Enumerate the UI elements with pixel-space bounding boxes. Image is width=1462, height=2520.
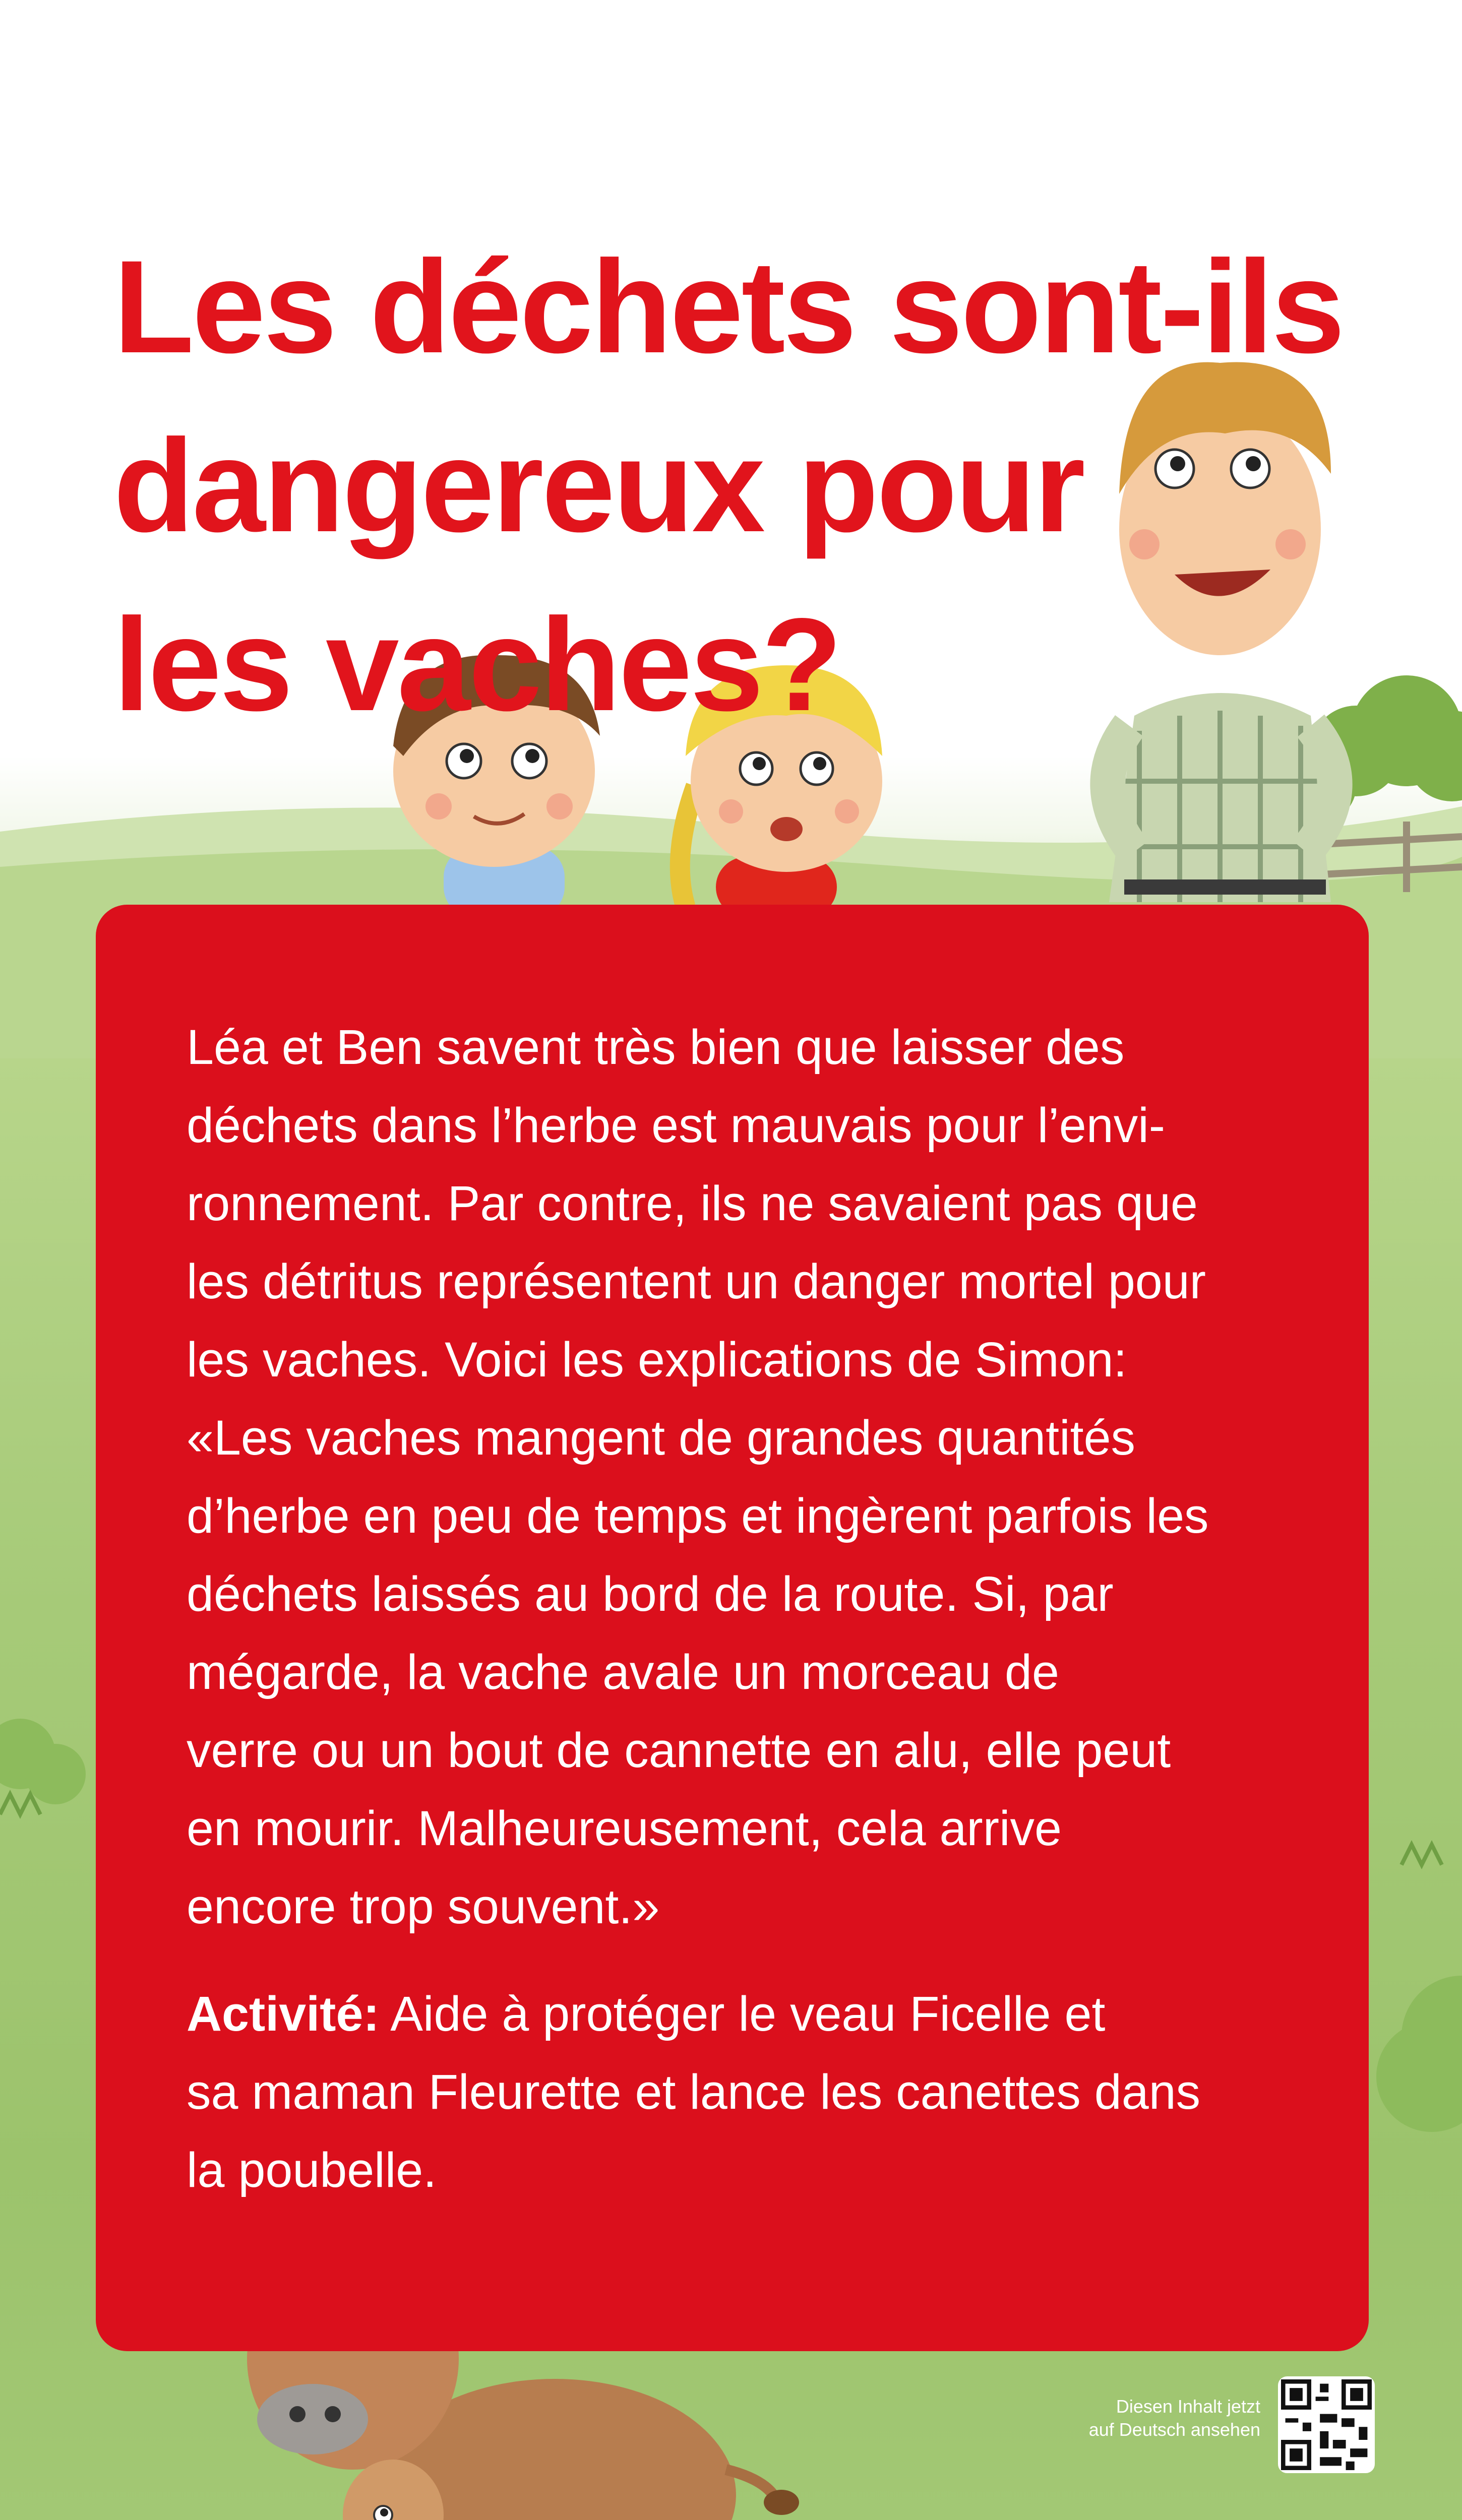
german-note-line: auf Deutsch ansehen <box>1088 2419 1260 2440</box>
page-title <box>113 217 1343 754</box>
story-line: en mourir. Malheureusement, cela arrive <box>187 1801 1062 1856</box>
activity-line: sa maman Fleurette et lance les canettes dans <box>187 2064 1201 2119</box>
story-paragraph <box>187 1008 1321 1945</box>
story-line: verre ou un bout de cannette en alu, elle peut <box>187 1723 1171 1778</box>
title-line-3: les vaches? <box>113 590 840 738</box>
activity-text: Aide à protéger le veau Ficelle et <box>379 1986 1106 2041</box>
story-line: ronnement. Par contre, ils ne savaient pas que <box>187 1176 1198 1231</box>
story-line: «Les vaches mangent de grandes quantités <box>187 1410 1136 1465</box>
qr-code-icon <box>1281 2379 1372 2470</box>
story-line: Léa et Ben savent très bien que laisser des <box>187 1020 1125 1075</box>
activity-label: Activité: <box>187 1986 380 2041</box>
story-line: les détritus représentent un danger mortel pour <box>187 1254 1206 1309</box>
activity-line <box>187 1975 1321 2053</box>
title-line-2: dangereux pour <box>113 411 1083 559</box>
german-version-note <box>1008 2395 1260 2441</box>
story-line: d’herbe en peu de temps et ingèrent parfois les <box>187 1488 1209 1543</box>
activity-line: la poubelle. <box>187 2143 437 2197</box>
story-line: déchets dans l’herbe est mauvais pour l’envi- <box>187 1098 1166 1153</box>
german-note-line: Diesen Inhalt jetzt <box>1116 2396 1260 2417</box>
story-line: encore trop souvent.» <box>187 1879 660 1934</box>
title-line-1: Les déchets sont-ils <box>113 232 1343 381</box>
panel-text <box>187 1008 1321 2209</box>
story-line: mégarde, la vache avale un morceau de <box>187 1645 1059 1699</box>
story-line: les vaches. Voici les explications de Simon: <box>187 1332 1127 1387</box>
activity-paragraph <box>187 1975 1321 2209</box>
story-line: déchets laissés au bord de la route. Si, par <box>187 1566 1114 1621</box>
qr-code-german[interactable] <box>1278 2376 1375 2473</box>
